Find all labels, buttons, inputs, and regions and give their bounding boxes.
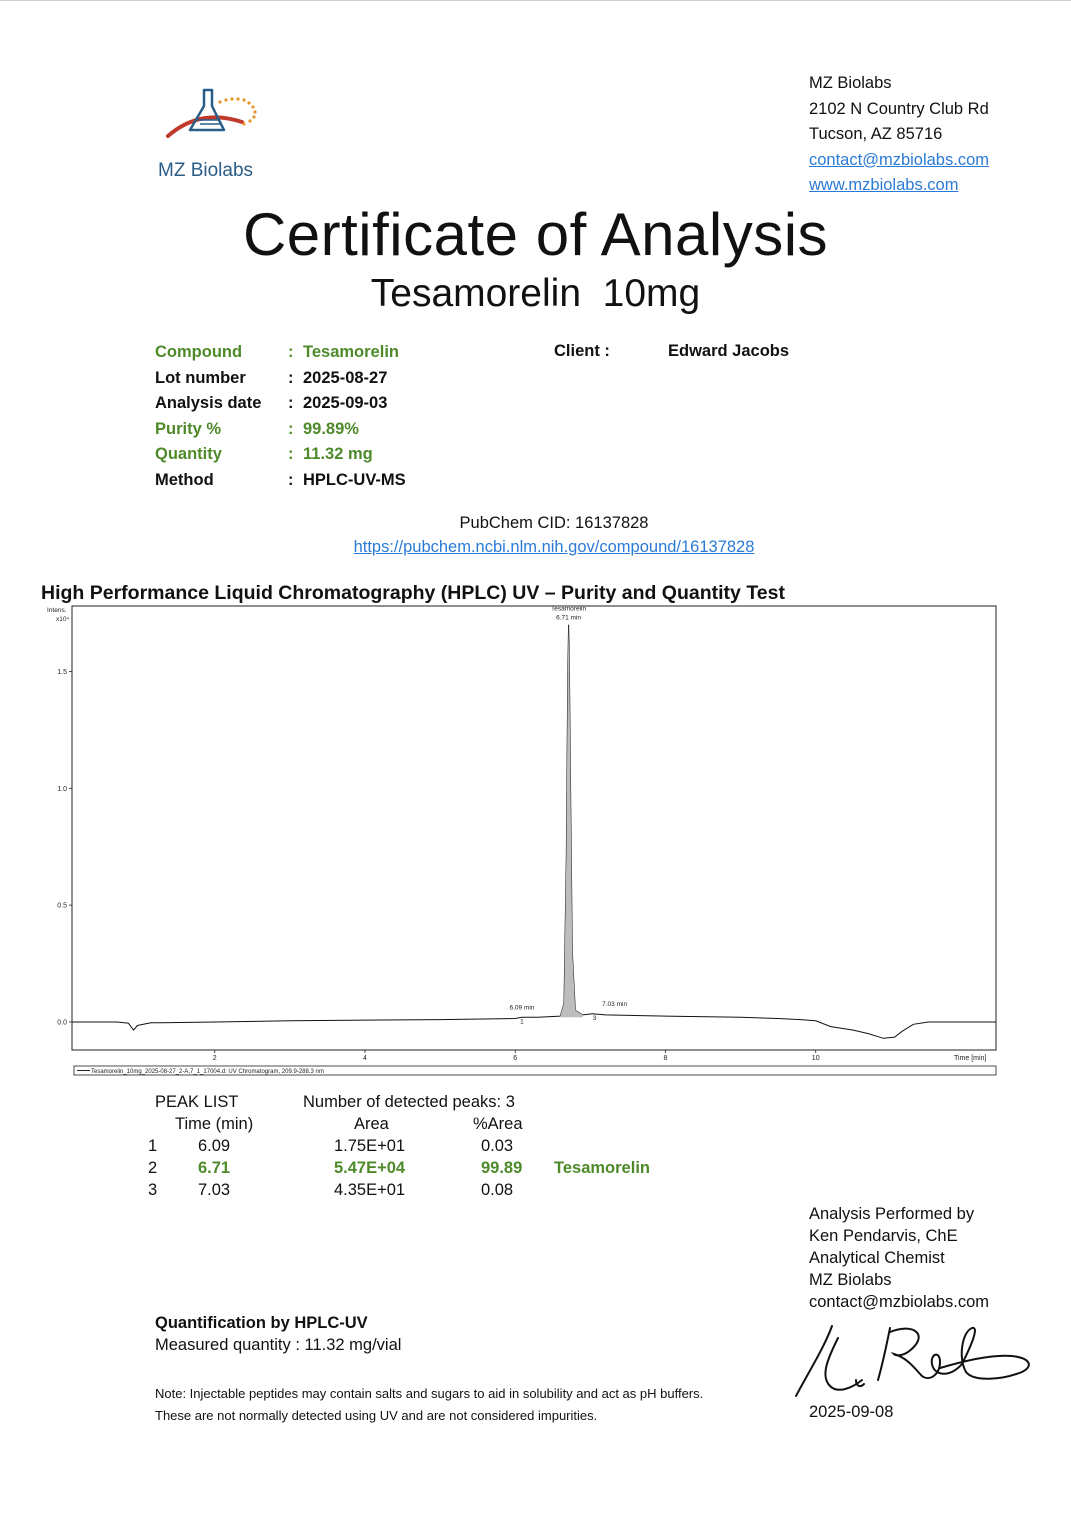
note	[155, 1383, 703, 1427]
peak-name-label: Tesamorelin	[551, 605, 587, 613]
chromatogram-trace	[72, 625, 996, 1039]
info-row	[155, 417, 406, 443]
chart-frame	[72, 606, 996, 1050]
info-label: Compound	[155, 343, 243, 361]
info-separator: :	[288, 470, 294, 489]
main-peak-fill	[560, 625, 583, 1018]
x-axis-label: Time [min]	[954, 1055, 987, 1062]
peak-time: 7.03	[198, 1181, 231, 1199]
hplc-chromatogram	[40, 604, 1000, 1079]
signature-date: 2025-09-08	[809, 1403, 894, 1421]
info-separator: :	[288, 343, 294, 361]
peak-time-label: 7.03 min	[602, 1000, 628, 1008]
sample-info	[155, 340, 406, 493]
info-value: Tesamorelin	[303, 343, 399, 361]
company-address	[809, 71, 989, 199]
peak-area: 4.35E+01	[334, 1181, 406, 1199]
website-link[interactable]: www.mzbiolabs.com	[809, 176, 959, 194]
y-tick-label: 1.5	[57, 668, 67, 676]
table-row	[148, 1137, 748, 1159]
info-value: 2025-09-03	[303, 394, 388, 412]
header-time: Time (min)	[175, 1115, 254, 1133]
peak-pct-area: 0.08	[481, 1181, 514, 1199]
y-tick-label: 0.0	[57, 1019, 67, 1027]
info-row	[155, 442, 406, 468]
info-row	[155, 340, 406, 366]
x-tick-label: 6	[513, 1055, 518, 1062]
analyst-name: Ken Pendarvis, ChE	[809, 1227, 958, 1245]
peak-time-label: 6.71 min	[556, 614, 582, 622]
info-separator: :	[288, 445, 294, 463]
info-separator: :	[288, 368, 294, 387]
info-value: 99.89%	[303, 419, 359, 438]
measured-quantity: Measured quantity : 11.32 mg/vial	[155, 1336, 402, 1354]
info-separator: :	[288, 394, 294, 412]
logo-text: MZ Biolabs	[158, 160, 254, 181]
document-title: Certificate of Analysis	[242, 201, 829, 268]
header-pct-area: %Area	[473, 1115, 523, 1133]
x-tick-label: 8	[663, 1055, 668, 1062]
top-border	[0, 0, 1071, 1]
peak-area: 5.47E+04	[334, 1159, 406, 1177]
y-tick-label: 0.5	[57, 902, 67, 910]
hplc-section-title: High Performance Liquid Chromatography (HPLC) UV – Purity and Quantity Test	[41, 582, 785, 604]
product-subtitle: Tesamorelin 10mg	[370, 272, 701, 315]
info-value: HPLC-UV-MS	[303, 470, 406, 489]
analyst-info	[809, 1203, 989, 1313]
peak-time: 6.71	[198, 1159, 231, 1177]
info-row	[155, 391, 406, 417]
peak-time: 6.09	[198, 1137, 231, 1155]
info-label: Method	[155, 470, 214, 489]
analyst-email: contact@mzbiolabs.com	[809, 1293, 989, 1311]
pubchem-cid: PubChem CID: 16137828	[459, 514, 649, 532]
info-label: Analysis date	[155, 394, 262, 412]
peak-number-label: 3	[592, 1014, 597, 1022]
info-label: Purity %	[155, 419, 222, 438]
analyst-title: Analytical Chemist	[809, 1249, 945, 1267]
x-tick-label: 2	[212, 1055, 217, 1062]
client-label: Client :	[554, 342, 610, 360]
peak-number-label: 1	[520, 1018, 524, 1026]
peak-compound: Tesamorelin	[554, 1159, 650, 1177]
chart-legend-text: Tesamorelin_10mg_2025-08-27_2-A,7_1_17004.d: UV Chromatogram, 209.9-288.3 nm	[91, 1069, 324, 1075]
peak-number: 1	[148, 1137, 158, 1155]
info-value: 2025-08-27	[303, 368, 388, 387]
performed-by-label: Analysis Performed by	[809, 1205, 975, 1223]
y-tick-label: 1.0	[57, 785, 67, 793]
peak-time-label: 6.09 min	[509, 1004, 535, 1012]
info-label: Lot number	[155, 368, 246, 387]
note-line-1: Note: Injectable peptides may contain salts and sugars to aid in solubility and act as pH buffers.	[155, 1386, 704, 1401]
address-line-2: Tucson, AZ 85716	[809, 125, 943, 143]
peak-number: 2	[148, 1159, 158, 1177]
peak-number: 3	[148, 1181, 158, 1199]
x-tick-label: 10	[811, 1055, 820, 1062]
peak-list-title: PEAK LIST	[155, 1093, 239, 1111]
table-row	[148, 1181, 748, 1203]
pubchem-link[interactable]: https://pubchem.ncbi.nlm.nih.gov/compound/16137828	[353, 538, 755, 556]
info-row	[155, 366, 406, 392]
info-value: 11.32 mg	[303, 445, 373, 463]
client-name: Edward Jacobs	[668, 342, 790, 360]
info-separator: :	[288, 419, 294, 438]
table-row	[148, 1159, 748, 1181]
analyst-company: MZ Biolabs	[809, 1271, 892, 1289]
peak-count: Number of detected peaks: 3	[303, 1093, 515, 1111]
company-name: MZ Biolabs	[809, 74, 892, 92]
peak-pct-area: 0.03	[481, 1137, 514, 1155]
peak-list	[148, 1093, 708, 1203]
note-line-2: These are not normally detected using UV and are not considered impurities.	[155, 1408, 598, 1423]
info-label: Quantity	[155, 445, 222, 463]
address-line-1: 2102 N Country Club Rd	[809, 99, 989, 118]
peak-pct-area: 99.89	[481, 1159, 523, 1177]
peak-area: 1.75E+01	[334, 1137, 406, 1155]
x-tick-label: 4	[363, 1055, 367, 1062]
analyst-signature-icon	[790, 1318, 1040, 1403]
info-row	[155, 468, 406, 494]
flask-logo-icon	[160, 86, 270, 146]
y-axis-label: Intens.	[47, 607, 67, 614]
header-area: Area	[354, 1115, 389, 1133]
email-link[interactable]: contact@mzbiolabs.com	[809, 150, 989, 169]
y-axis-unit: x10⁴	[56, 616, 70, 623]
quantification-title: Quantification by HPLC-UV	[155, 1314, 368, 1332]
